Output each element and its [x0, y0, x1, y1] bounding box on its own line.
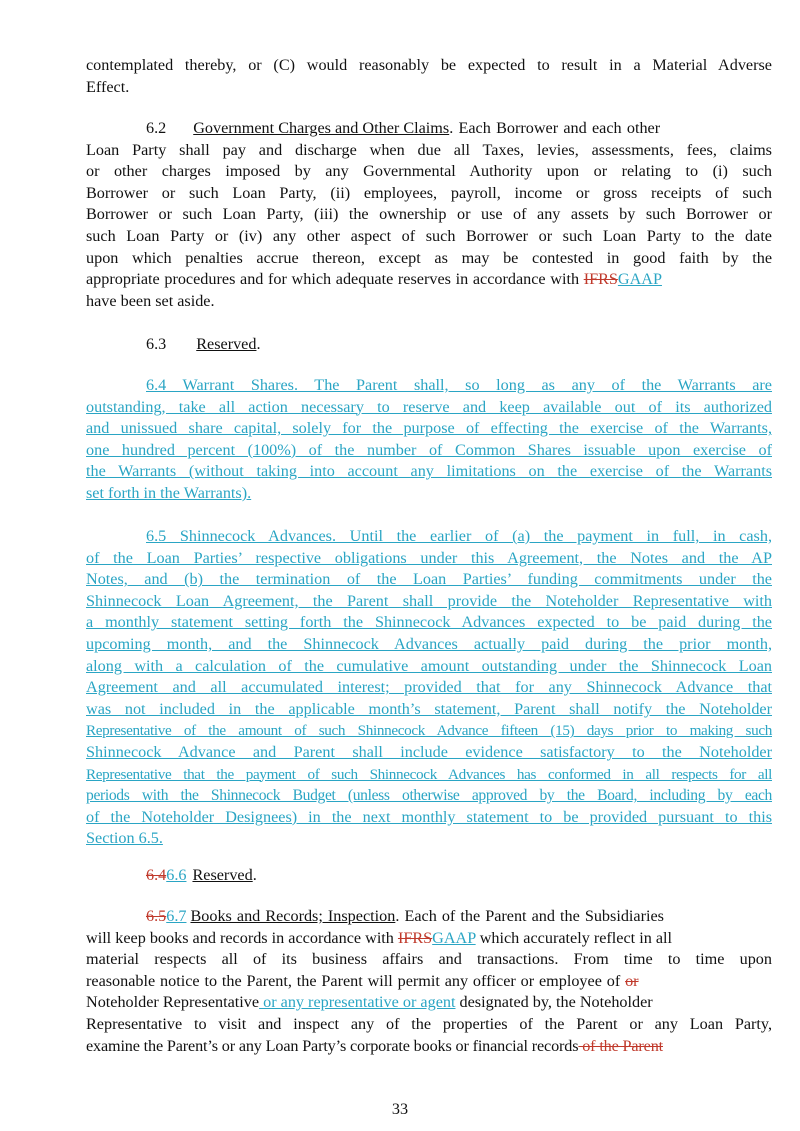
text-line: 6.4 Warrant Shares. The Parent shall, so long as any of the Warrants are — [146, 376, 772, 394]
deleted-text: of the Parent — [578, 1036, 663, 1055]
section-heading: Reserved — [192, 866, 253, 884]
text-line — [86, 906, 772, 928]
section-6-2 — [86, 118, 772, 312]
section-heading: Books and Records; Inspection — [190, 907, 396, 925]
text-line — [86, 971, 772, 993]
deleted-section-number: 6.4 — [146, 866, 167, 884]
text-line — [86, 334, 772, 356]
text-line: or other charges imposed by any Governmental Authority upon or relating to (i) such — [86, 162, 772, 181]
text-line: 6.5 Shinnecock Advances. Until the earlier of (a) the payment in full, in cash, — [146, 527, 772, 545]
text-run: . — [252, 866, 257, 884]
text-line: one hundred percent (100%) of the number of Common Shares issuable upon exercise of — [86, 440, 772, 459]
deleted-text: IFRS — [397, 928, 433, 947]
text-run: . Each of the Parent and the Subsidiaries — [395, 907, 664, 925]
text-line: upon which penalties accrue thereon, except as may be contested in good faith by the — [86, 248, 772, 267]
text-line: along with a calculation of the cumulative amount outstanding under the Shinnecock Loan — [86, 656, 772, 675]
deleted-section-number: 6.5 — [146, 907, 167, 925]
text-line: of the Loan Parties’ respective obligations under this Agreement, the Notes and the AP — [86, 548, 772, 567]
text-run: examine the Parent’s or any Loan Party’s corporate books or financial records — [86, 1036, 579, 1055]
text-line: Section 6.5. — [86, 829, 163, 848]
text-line: outstanding, take all action necessary to reserve and keep available out of its authorized — [86, 397, 772, 416]
text-line — [86, 992, 772, 1014]
text-line: such Loan Party or (iv) any other aspect of such Borrower or such Loan Party to the date — [86, 226, 772, 245]
inserted-text: GAAP — [617, 270, 662, 289]
inserted-text: or any representative or agent — [259, 993, 456, 1012]
text-line: material respects all of its business affairs and transactions. From time to time upon — [86, 950, 772, 969]
text-run: which accurately reflect in all — [475, 928, 673, 947]
text-run: . Each Borrower and each other — [449, 119, 661, 137]
text-run: . — [256, 335, 261, 353]
text-line: upcoming month, and the Shinnecock Advances actually paid during the prior month, — [86, 634, 772, 653]
section-6-6 — [86, 865, 772, 887]
inserted-section-number: 6.6 — [166, 866, 187, 884]
section-6-2-first-line — [86, 118, 772, 140]
section-heading: Government Charges and Other Claims — [193, 119, 450, 137]
text-line: Shinnecock Advance and Parent shall include evidence satisfactory to the Noteholder — [86, 742, 772, 761]
intro-paragraph — [86, 55, 772, 98]
text-line: contemplated thereby, or (C) would reasonably be expected to result in a Material Adverse — [86, 56, 772, 74]
text-line: Representative of the amount of such Shinnecock Advance fifteen (15) days prior to making such — [86, 722, 772, 740]
text-line: and unissued share capital, solely for the purpose of effecting the exercise of the Warrants, — [86, 419, 772, 438]
text-line: set forth in the Warrants). — [86, 483, 252, 502]
deleted-text: IFRS — [583, 270, 618, 289]
section-6-4-inserted — [86, 375, 772, 505]
text-line — [86, 928, 772, 950]
text-line: Borrower or such Loan Party, (iii) the ownership or use of any assets by such Borrower or — [86, 205, 772, 224]
text-run: will keep books and records in accordance with — [86, 928, 398, 947]
section-number: 6.2 — [146, 119, 167, 137]
page-number: 33 — [391, 1100, 409, 1118]
text-run: designated by, the Noteholder — [455, 993, 653, 1012]
text-line: periods with the Shinnecock Budget (unless otherwise approved by the Board, including by each — [86, 787, 772, 805]
section-6-3 — [86, 334, 772, 356]
text-line — [86, 1036, 772, 1058]
text-line: Loan Party shall pay and discharge when due all Taxes, levies, assessments, fees, claims — [86, 140, 772, 159]
text-line: Representative to visit and inspect any of the properties of the Parent or any Loan Party, — [86, 1014, 772, 1033]
inserted-text: GAAP — [432, 928, 476, 947]
text-line: was not included in the applicable month’s statement, Parent shall notify the Noteholder — [86, 699, 772, 718]
section-number: 6.3 — [146, 335, 167, 353]
text-line: Shinnecock Loan Agreement, the Parent shall provide the Noteholder Representative with — [86, 591, 772, 610]
deleted-text: or — [625, 971, 639, 990]
text-line: Notes, and (b) the termination of the Loan Parties’ funding commitments under the — [86, 570, 772, 589]
text-run: appropriate procedures and for which adequate reserves in accordance with — [86, 270, 584, 289]
text-line: have been set aside. — [86, 291, 215, 310]
section-6-5-inserted — [86, 526, 772, 850]
inserted-section-number: 6.7 — [166, 907, 187, 925]
text-line — [86, 269, 772, 291]
text-line: the Warrants (without taking into account any limitations on the exercise of the Warrants — [86, 462, 772, 481]
text-line: of the Noteholder Designees) in the next monthly statement to be provided pursuant to this — [86, 807, 772, 826]
text-line: Representative that the payment of such Shinnecock Advances has conformed in all respects for all — [86, 765, 772, 783]
text-line: Agreement and all accumulated interest; provided that for any Shinnecock Advance that — [86, 678, 772, 697]
section-6-7 — [86, 906, 772, 1057]
text-run: Noteholder Representative — [86, 993, 260, 1012]
text-line: Borrower or such Loan Party, (ii) employees, payroll, income or gross receipts of such — [86, 183, 772, 202]
text-line — [86, 865, 772, 887]
text-line: Effect. — [86, 77, 130, 96]
text-run: reasonable notice to the Parent, the Parent will permit any officer or employee of — [86, 971, 626, 990]
text-line: a monthly statement setting forth the Shinnecock Advances expected to be paid during the — [86, 613, 772, 632]
section-heading: Reserved — [196, 335, 257, 353]
